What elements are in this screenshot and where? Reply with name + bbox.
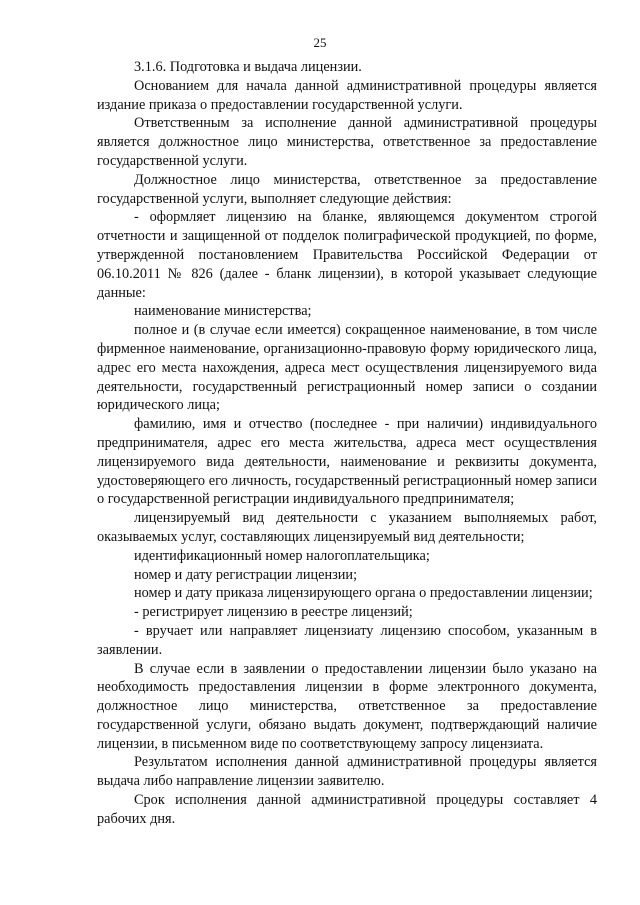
page-number: 25 xyxy=(313,35,327,50)
paragraph-license-form: - оформляет лицензию на бланке, являющемся документом строгой отчетности и защищенной от подделок полиграфической продукцией, по форме, утвержденной постановлением Правительства Российской Федерации от 06.10.2011 № 826 (далее - бланк лицензии), в которой указывает следующие данные: xyxy=(97,209,597,301)
list-item-activity-type: лицензируемый вид деятельности с указанием выполняемых работ, оказываемых услуг, составляющих лицензируемый вид деятельности; xyxy=(97,510,597,545)
paragraph-result: Результатом исполнения данной административной процедуры является выдача либо направление лицензии заявителю. xyxy=(97,754,597,790)
paragraph-electronic-form: В случае если в заявлении о предоставлении лицензии было указано на необходимость предоставления лицензии в форме электронного документа, должностное лицо министерства, ответственное за предоставление государственной услуги, обязано выдать документ, подтверждающий наличие лицензии, в письменном виде по соответствующему запросу лицензиата. xyxy=(97,660,597,752)
paragraph-register: - регистрирует лицензию в реестре лицензий; xyxy=(134,604,413,621)
paragraph-deliver: - вручает или направляет лицензиату лицензию способом, указанным в заявлении. xyxy=(97,622,597,658)
paragraph-actions-intro: Должностное лицо министерства, ответственное за предоставление государственной услуги, выполняет следующие действия: xyxy=(97,171,597,207)
list-item-entrepreneur: фамилию, имя и отчество (последнее - при наличии) индивидуального предпринимателя, адрес его места жительства, адреса мест осуществления лицензируемого вида деятельности, наименование и реквизиты документа, удостоверяющего его личность, государственный регистрационный номер записи о государственной регистрации индивидуального предпринимателя; xyxy=(97,416,597,508)
section-heading: 3.1.6. Подготовка и выдача лицензии. xyxy=(134,59,362,75)
paragraph-basis: Основанием для начала данной административной процедуры является издание приказа о предоставлении государственной услуги. xyxy=(97,77,597,113)
list-item-tax-id: идентификационный номер налогоплательщика; xyxy=(134,547,430,564)
paragraph-responsible: Ответственным за исполнение данной административной процедуры является должностное лицо министерства, ответственное за предоставление государственной услуги. xyxy=(97,115,597,169)
list-item-ministry-name: наименование министерства; xyxy=(134,303,312,320)
list-item-legal-entity: полное и (в случае если имеется) сокращенное наименование, в том числе фирменное наименование, организационно-правовую форму юридического лица, адрес его места нахождения, адреса мест осуществления лицензируемого вида деятельности, государственный регистрационный номер записи о создании юридического лица; xyxy=(97,322,597,414)
list-item-order-number: номер и дату приказа лицензирующего органа о предоставлении лицензии; xyxy=(134,585,593,602)
document-body xyxy=(97,58,597,829)
list-item-registration-number: номер и дату регистрации лицензии; xyxy=(134,566,358,583)
paragraph-term: Срок исполнения данной административной процедуры составляет 4 рабочих дня. xyxy=(97,792,597,827)
